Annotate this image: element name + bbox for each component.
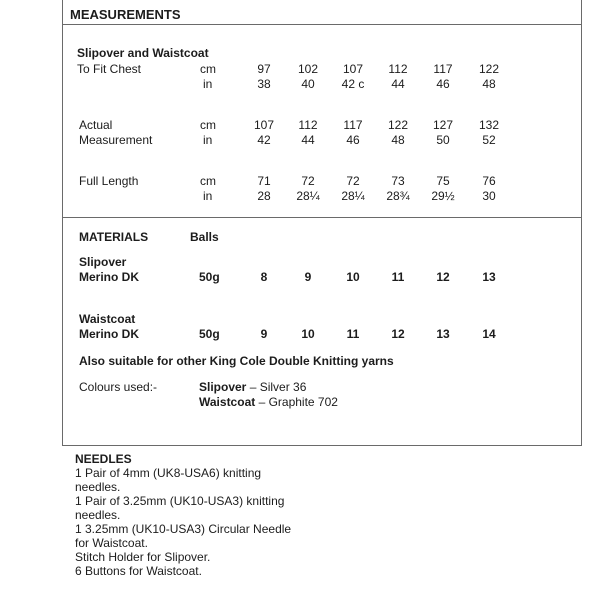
garment-title: Slipover and Waistcoat (77, 46, 209, 60)
unit-in: in (203, 189, 213, 203)
row-label: To Fit Chest (77, 62, 142, 76)
ball-count: 11 (391, 270, 405, 284)
value-in: 42 (257, 133, 271, 147)
value-cm: 75 (436, 174, 450, 188)
measurements-heading: MEASUREMENTS (70, 7, 181, 22)
value-in: 28 (257, 189, 271, 203)
ball-count: 9 (304, 270, 312, 284)
value-in: 29½ (431, 189, 455, 203)
row-label: Actual (79, 118, 113, 132)
value-cm: 117 (343, 118, 363, 132)
yarn-weight: 50g (199, 270, 220, 284)
value-cm: 71 (257, 174, 271, 188)
unit-in: in (203, 77, 213, 91)
value-cm: 112 (298, 118, 318, 132)
unit-cm: cm (200, 62, 216, 76)
value-in: 48 (482, 77, 496, 91)
yarn-name: Merino DK (79, 270, 139, 284)
needles-line: 1 3.25mm (UK10-USA3) Circular Needle (75, 522, 292, 536)
ball-count: 13 (482, 270, 496, 284)
yarn-weight: 50g (199, 327, 220, 341)
needles-line: needles. (75, 508, 121, 522)
value-cm: 112 (388, 62, 408, 76)
value-in: 40 (301, 77, 315, 91)
ball-count: 8 (260, 270, 268, 284)
heading-divider (62, 24, 581, 25)
colour-slipover (199, 380, 306, 394)
ball-count: 10 (346, 270, 360, 284)
needles-line: for Waistcoat. (75, 536, 148, 550)
colours-label: Colours used:- (79, 380, 158, 394)
value-cm: 97 (257, 62, 271, 76)
value-cm: 73 (391, 174, 405, 188)
needles-heading: NEEDLES (75, 452, 132, 466)
yarn-name: Merino DK (79, 327, 139, 341)
value-cm: 122 (387, 118, 409, 132)
value-cm: 107 (342, 62, 364, 76)
ball-count: 13 (436, 327, 450, 341)
value-in: 50 (436, 133, 450, 147)
value-in: 46 (436, 77, 450, 91)
ball-count: 14 (482, 327, 496, 341)
value-in: 38 (257, 77, 271, 91)
value-cm: 72 (301, 174, 315, 188)
value-in: 52 (482, 133, 496, 147)
value-in: 48 (391, 133, 405, 147)
yarn-garment: Slipover (79, 255, 127, 269)
colour-shade: – Silver 36 (246, 380, 307, 394)
value-cm: 122 (478, 62, 500, 76)
yarn-garment: Waistcoat (79, 312, 136, 326)
value-cm: 117 (433, 62, 453, 76)
needles-line: needles. (75, 480, 121, 494)
value-cm: 132 (478, 118, 500, 132)
value-cm: 107 (253, 118, 275, 132)
ball-count: 12 (436, 270, 450, 284)
value-cm: 127 (432, 118, 454, 132)
value-in: 44 (301, 133, 315, 147)
colour-shade: – Graphite 702 (255, 395, 338, 409)
colour-garment: Slipover (199, 380, 247, 394)
value-cm: 76 (482, 174, 496, 188)
section-divider (62, 217, 581, 218)
colour-garment: Waistcoat (199, 395, 256, 409)
unit-cm: cm (200, 174, 216, 188)
ball-count: 12 (391, 327, 405, 341)
ball-count: 10 (301, 327, 315, 341)
value-in: 44 (391, 77, 405, 91)
unit-in: in (203, 133, 213, 147)
value-in: 42 c (341, 77, 365, 91)
value-in: 46 (346, 133, 360, 147)
row-label: Full Length (79, 174, 139, 188)
value-in: 28¼ (341, 189, 365, 203)
value-in: 28¾ (386, 189, 410, 203)
value-cm: 102 (297, 62, 319, 76)
suitable-yarns-note: Also suitable for other King Cole Double Knitting yarns (79, 354, 394, 368)
needles-line: 1 Pair of 4mm (UK8-USA6) knitting (75, 466, 262, 480)
row-label-line2: Measurement (79, 133, 153, 147)
balls-label: Balls (190, 230, 219, 244)
value-cm: 72 (346, 174, 360, 188)
needles-line: 6 Buttons for Waistcoat. (75, 564, 202, 578)
ball-count: 11 (346, 327, 360, 341)
unit-cm: cm (200, 118, 216, 132)
colour-waistcoat (199, 395, 338, 409)
value-in: 30 (482, 189, 496, 203)
needles-line: 1 Pair of 3.25mm (UK10-USA3) knitting (75, 494, 285, 508)
ball-count: 9 (260, 327, 268, 341)
needles-line: Stitch Holder for Slipover. (75, 550, 211, 564)
value-in: 28¼ (296, 189, 320, 203)
materials-heading: MATERIALS (79, 230, 149, 244)
